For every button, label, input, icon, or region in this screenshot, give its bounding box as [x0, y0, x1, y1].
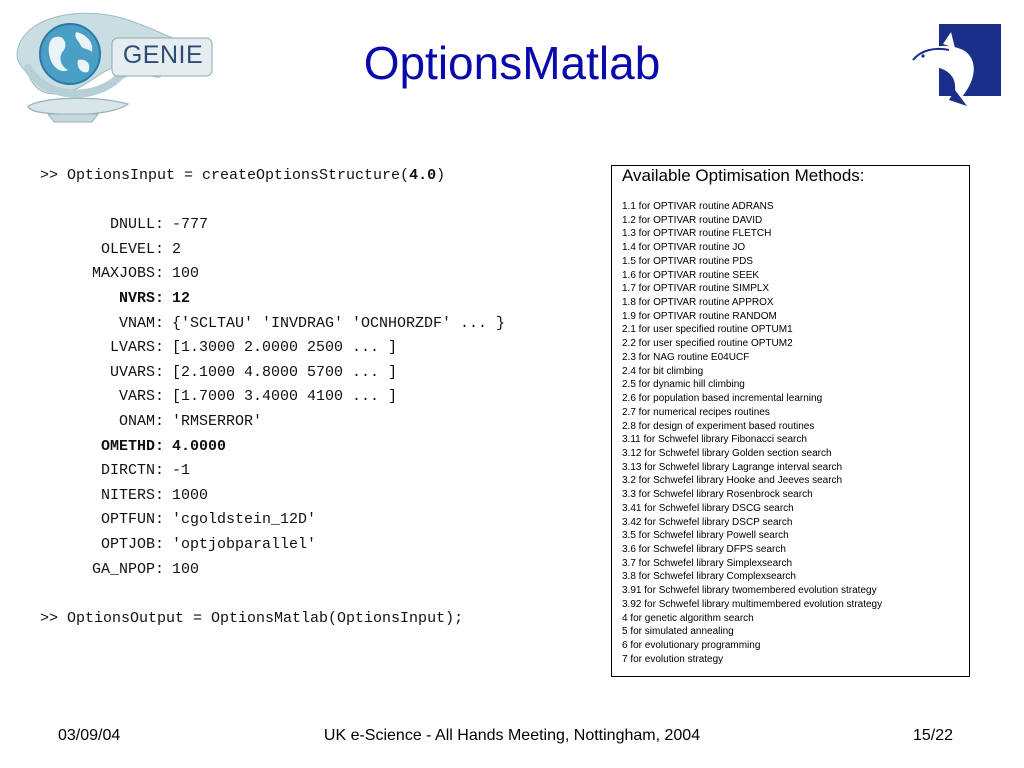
- method-list-item: 3.7 for Schwefel library Simplexsearch: [622, 557, 793, 569]
- option-field-row: [40, 484, 505, 509]
- option-field-row: [40, 410, 505, 435]
- option-field-row: [40, 558, 505, 583]
- method-list-item: 3.6 for Schwefel library DFPS search: [622, 543, 786, 555]
- option-field-key: OPTJOB:: [100, 535, 164, 553]
- method-list-item: 1.6 for OPTIVAR routine SEEK: [622, 269, 760, 281]
- optimisation-methods-box: [611, 165, 970, 677]
- create-options-command: [40, 164, 505, 189]
- option-field-value: 1000: [172, 486, 209, 504]
- footer-date: 03/09/04: [58, 727, 121, 744]
- method-list-item: 3.91 for Schwefel library twomembered evolution strategy: [622, 585, 877, 597]
- method-list-item: 2.3 for NAG routine E04UCF: [622, 351, 750, 363]
- method-list-item: 3.12 for Schwefel library Golden section search: [622, 447, 832, 459]
- option-field-key: DIRCTN:: [100, 462, 164, 480]
- method-list-item: 2.5 for dynamic hill climbing: [622, 379, 745, 391]
- option-field-value: 100: [172, 265, 200, 283]
- method-list-item: 6 for evolutionary programming: [622, 640, 761, 651]
- method-list-item: 1.1 for OPTIVAR routine ADRANS: [622, 201, 774, 212]
- option-field-row: [40, 508, 505, 533]
- option-field-key: NVRS:: [118, 289, 164, 307]
- option-field-key: OLEVEL:: [100, 240, 164, 258]
- option-field-key: OMETHD:: [100, 437, 164, 455]
- option-field-key: DNULL:: [109, 216, 164, 234]
- method-list-item: 1.8 for OPTIVAR routine APPROX: [622, 297, 774, 309]
- option-field-key: LVARS:: [109, 339, 164, 357]
- genie-logo-text: GENIE: [122, 41, 204, 69]
- method-list-item: 3.42 for Schwefel library DSCP search: [622, 516, 793, 528]
- option-field-row: [40, 361, 505, 386]
- option-field-value: [1.7000 3.4000 4100 ... ]: [172, 388, 398, 406]
- option-field-key: GA_NPOP:: [91, 560, 164, 578]
- option-field-row: [40, 213, 505, 238]
- option-field-value: 12: [172, 289, 191, 307]
- option-field-row: [40, 312, 505, 337]
- method-list-item: 1.7 for OPTIVAR routine SIMPLX: [622, 283, 770, 295]
- matlab-code-block: [40, 164, 505, 631]
- option-field-value: [2.1000 4.8000 5700 ... ]: [172, 363, 398, 381]
- methods-title: Available Optimisation Methods:: [622, 166, 865, 185]
- option-field-key: VNAM:: [118, 314, 164, 332]
- method-list-item: 2.2 for user specified routine OPTUM2: [622, 338, 793, 350]
- method-list-item: 4 for genetic algorithm search: [622, 612, 754, 624]
- option-field-value: 'RMSERROR': [172, 412, 263, 430]
- method-list-item: 1.9 for OPTIVAR routine RANDOM: [622, 310, 777, 322]
- option-field-key: UVARS:: [109, 363, 164, 381]
- method-list-item: 3.11 for Schwefel library Fibonacci search: [622, 434, 807, 446]
- method-list-item: 2.7 for numerical recipes routines: [622, 406, 770, 418]
- method-list-item: 2.6 for population based incremental learning: [622, 393, 823, 405]
- option-field-row: [40, 336, 505, 361]
- method-list-item: 3.13 for Schwefel library Lagrange interval search: [622, 461, 843, 473]
- option-field-value: -1: [172, 462, 191, 480]
- method-list-item: 2.8 for design of experiment based routines: [622, 420, 815, 432]
- method-list-item: 2.4 for bit climbing: [622, 365, 704, 377]
- option-field-value: -777: [172, 216, 209, 234]
- method-list-item: 3.3 for Schwefel library Rosenbrock search: [622, 489, 813, 501]
- method-list-item: 3.92 for Schwefel library multimembered evolution strategy: [622, 598, 883, 610]
- page-title: OptionsMatlab: [363, 37, 661, 89]
- option-field-value: [1.3000 2.0000 2500 ... ]: [172, 339, 398, 357]
- footer-page-number: 15/22: [913, 727, 954, 744]
- command-suffix: ): [436, 167, 446, 184]
- command-prefix: >> OptionsInput = createOptionsStructure(: [40, 167, 410, 184]
- options-fields: [40, 213, 505, 582]
- method-list-item: 1.2 for OPTIVAR routine DAVID: [622, 214, 763, 226]
- option-field-value: 100: [172, 560, 200, 578]
- option-field-row: [40, 287, 505, 312]
- method-list-item: 3.5 for Schwefel library Powell search: [622, 530, 789, 542]
- option-field-value: {'SCLTAU' 'INVDRAG' 'OCNHORZDF' ... }: [172, 314, 506, 332]
- option-field-value: 'optjobparallel': [172, 535, 317, 553]
- method-list-item: 5 for simulated annealing: [622, 626, 734, 638]
- option-field-key: ONAM:: [118, 412, 164, 430]
- option-field-key: OPTFUN:: [100, 511, 164, 529]
- footer-event: UK e-Science - All Hands Meeting, Nottingham, 2004: [323, 727, 701, 744]
- dolphin-logo: [905, 20, 1003, 112]
- option-field-key: NITERS:: [100, 486, 164, 504]
- method-list-item: 3.41 for Schwefel library DSCG search: [622, 502, 794, 514]
- option-field-row: [40, 238, 505, 263]
- method-list-item: 7 for evolution strategy: [622, 653, 724, 665]
- method-list-item: 1.5 for OPTIVAR routine PDS: [622, 255, 753, 267]
- option-field-value: 4.0000: [172, 437, 227, 455]
- command-argument: 4.0: [409, 167, 437, 184]
- method-list-item: 2.1 for user specified routine OPTUM1: [622, 324, 793, 336]
- option-field-row: [40, 262, 505, 287]
- option-field-value: 2: [172, 240, 182, 258]
- method-list-item: 1.3 for OPTIVAR routine FLETCH: [622, 228, 772, 240]
- option-field-key: MAXJOBS:: [91, 265, 164, 283]
- method-list-item: 3.8 for Schwefel library Complexsearch: [622, 571, 796, 583]
- option-field-key: VARS:: [118, 388, 164, 406]
- methods-list: [622, 200, 959, 666]
- option-field-row: [40, 459, 505, 484]
- method-list-item: 1.4 for OPTIVAR routine JO: [622, 242, 746, 254]
- option-field-value: 'cgoldstein_12D': [172, 511, 317, 529]
- option-field-row: [40, 533, 505, 558]
- option-field-row: [40, 385, 505, 410]
- option-field-row: [40, 435, 505, 460]
- options-matlab-command: >> OptionsOutput = OptionsMatlab(OptionsInput);: [40, 609, 464, 627]
- method-list-item: 3.2 for Schwefel library Hooke and Jeeves search: [622, 475, 843, 487]
